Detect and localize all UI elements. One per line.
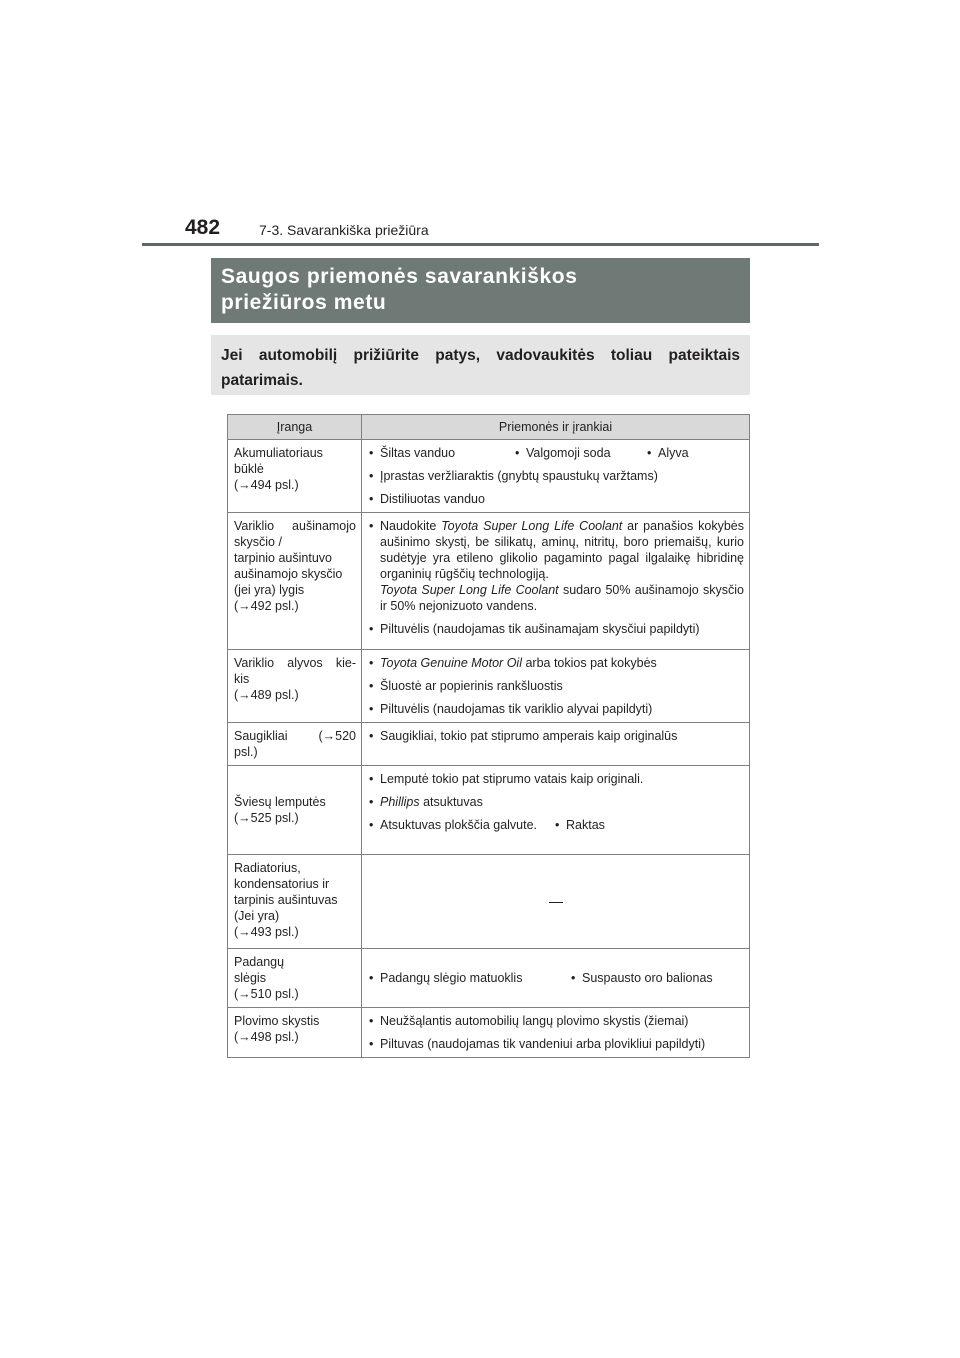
equipment-cell xyxy=(228,766,362,855)
tool-item: • Valgomoji soda xyxy=(514,445,646,461)
equipment-text: Šviesų lemputės xyxy=(234,795,326,809)
equipment-text: tarpinio aušintuvo xyxy=(234,551,332,565)
page-heading xyxy=(211,258,750,323)
page-reference: (→510 psl.) xyxy=(234,987,299,1001)
equipment-cell xyxy=(228,1008,362,1058)
tools-row xyxy=(368,817,744,833)
tool-item: • Piltuvėlis (naudojamas tik aušinamajam skysčiui papildyti) xyxy=(368,621,744,637)
table-row xyxy=(228,1008,750,1058)
equipment-cell xyxy=(228,440,362,513)
page-reference: (→489 psl.) xyxy=(234,688,299,702)
tools-cell xyxy=(362,1008,750,1058)
tool-item: • Neužšąlantis automobilių langų plovimo skystis (žiemai) xyxy=(368,1013,744,1029)
equipment-cell xyxy=(228,650,362,723)
equipment-text: Saugikliai (→520 xyxy=(234,729,356,743)
column-header-tools: Priemonės ir įrankiai xyxy=(362,415,750,440)
tool-item: • Piltuvas (naudojamas tik vandeniui arba plovikliui papildyti) xyxy=(368,1036,744,1052)
tools-cell xyxy=(362,513,750,650)
equipment-cell xyxy=(228,513,362,650)
oil-brand: Toyota Genuine Motor Oil xyxy=(380,656,522,670)
table-row xyxy=(228,855,750,949)
tool-item: • Šluostė ar popierinis rankšluostis xyxy=(368,678,744,694)
coolant-brand: Toyota Super Long Life Coolant xyxy=(380,583,559,597)
coolant-text: Naudokite xyxy=(380,519,442,533)
equipment-text: Padangų xyxy=(234,955,285,969)
phillips-brand: Phillips xyxy=(380,795,420,809)
table-row xyxy=(228,650,750,723)
equipment-cell xyxy=(228,949,362,1008)
tool-item: • Suspausto oro balionas xyxy=(570,970,713,986)
tools-row xyxy=(368,970,744,986)
tools-cell xyxy=(362,949,750,1008)
page-reference: (→525 psl.) xyxy=(234,811,299,825)
table-row xyxy=(228,440,750,513)
equipment-cell xyxy=(228,723,362,766)
tool-item: • Distiliuotas vanduo xyxy=(368,491,744,507)
tool-item: • Įprastas veržliaraktis (gnybtų spaustukų varžtams) xyxy=(368,468,744,484)
table-row xyxy=(228,949,750,1008)
equipment-text: skysčio / xyxy=(234,535,282,549)
table-row xyxy=(228,766,750,855)
equipment-text: būklė xyxy=(234,462,264,476)
page-reference: (→494 psl.) xyxy=(234,478,299,492)
tool-item: • Alyva xyxy=(646,445,689,461)
tool-item xyxy=(368,518,744,614)
page-number: 482 xyxy=(185,216,221,239)
equipment-text: (Jei yra) xyxy=(234,909,280,923)
page-reference: (→492 psl.) xyxy=(234,599,299,613)
oil-text: arba tokios pat kokybės xyxy=(521,656,657,670)
phillips-text: atsuktuvas xyxy=(419,795,483,809)
coolant-text: sudaro 50% aušinamojo skysčio ir 50% nejonizuoto vandens. xyxy=(380,583,744,613)
intro-text: Jei automobilį prižiūrite patys, vadovaukitės toliau pateiktais patarimais. xyxy=(211,335,750,395)
tools-row xyxy=(368,445,744,461)
tools-cell xyxy=(362,650,750,723)
tool-item: • Šiltas vanduo xyxy=(368,445,514,461)
tool-item xyxy=(368,794,744,810)
equipment-text: (jei yra) lygis xyxy=(234,583,305,597)
coolant-brand: Toyota Super Long Life Coolant xyxy=(441,519,623,533)
table-row xyxy=(228,723,750,766)
equipment-text: Variklio alyvos kie- xyxy=(234,656,356,670)
tool-item: • Padangų slėgio matuoklis xyxy=(368,970,570,986)
empty-dash xyxy=(549,902,563,903)
equipment-text: psl.) xyxy=(234,745,258,759)
equipment-text: aušinamojo skysčio xyxy=(234,567,343,581)
table-row xyxy=(228,513,750,650)
heading-line-1: Saugos priemonės savarankiškos xyxy=(221,265,578,288)
equipment-text: slėgis xyxy=(234,971,266,985)
equipment-text: tarpinis aušintuvas xyxy=(234,893,338,907)
heading-line-2: priežiūros metu xyxy=(221,291,387,314)
page-reference: (→498 psl.) xyxy=(234,1030,299,1044)
equipment-text: Akumuliatoriaus xyxy=(234,446,323,460)
coolant-text: ar panašios kokybės aušinimo skystį, be silikatų, aminų, nitritų, boro priemaišų, kurio sudėtyje yra etileno glikolio pagaminto pagal ilgalaikę hibridinę organinių rūgščių technologiją. xyxy=(380,519,744,581)
tool-item: • Piltuvėlis (naudojamas tik variklio alyvai papildyti) xyxy=(368,701,744,717)
tools-cell xyxy=(362,766,750,855)
tools-cell xyxy=(362,440,750,513)
tool-item: • Lemputė tokio pat stiprumo vatais kaip originali. xyxy=(368,771,744,787)
tools-cell xyxy=(362,723,750,766)
equipment-cell xyxy=(228,855,362,949)
equipment-table xyxy=(227,414,750,1058)
tool-item xyxy=(368,655,744,671)
header-rule xyxy=(142,243,819,246)
equipment-text: kondensatorius ir xyxy=(234,877,330,891)
equipment-text: Plovimo skystis xyxy=(234,1014,320,1028)
page-reference: (→493 psl.) xyxy=(234,925,299,939)
equipment-text: kis xyxy=(234,672,250,686)
table-header-row xyxy=(228,415,750,440)
column-header-equipment: Įranga xyxy=(228,415,362,440)
equipment-text: Variklio aušinamojo xyxy=(234,519,356,533)
equipment-text: Radiatorius, xyxy=(234,861,301,875)
section-title: 7-3. Savarankiška priežiūra xyxy=(259,222,429,238)
tool-item: • Atsuktuvas plokščia galvute. xyxy=(368,817,537,833)
tool-item: • Saugikliai, tokio pat stiprumo amperais kaip originalūs xyxy=(368,728,744,744)
tools-cell-empty xyxy=(362,855,750,949)
tool-item: • Raktas xyxy=(554,817,605,833)
